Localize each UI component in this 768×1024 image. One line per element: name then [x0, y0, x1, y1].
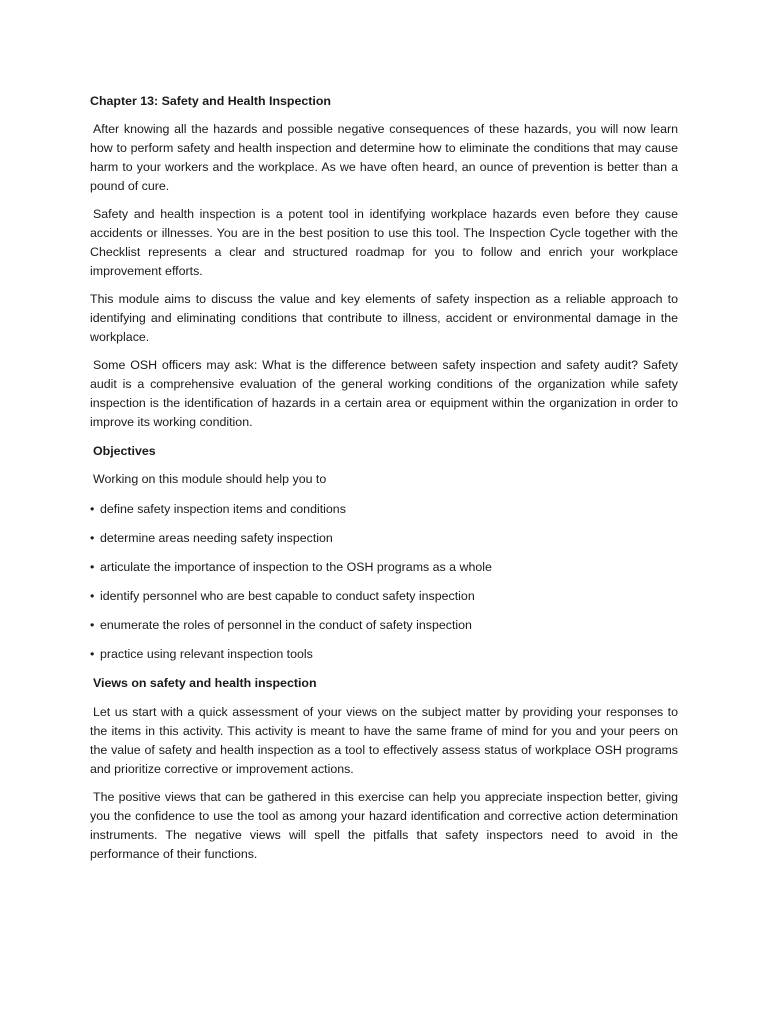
bullet-glyph: •: [90, 588, 95, 603]
bullet-glyph: •: [90, 559, 95, 574]
views-paragraph-1: Let us start with a quick assessment of your views on the subject matter by providing your responses to the items in this activity. This activity is meant to have the same frame of mind for you and your peers on the value of safety and health inspection as a tool to effectively assess status of workplace OSH programs and prioritize corrective or improvement actions.: [90, 704, 678, 776]
views-paragraph-2: The positive views that can be gathered in this exercise can help you appreciate inspection better, giving you the confidence to use the tool as among your hazard identification and corrective action determination instruments. The negative views will spell the pitfalls that safety inspectors need to avoid in the performance of their functions.: [90, 790, 678, 861]
list-item: [90, 587, 678, 606]
intro-paragraph-3: This module aims to discuss the value and key elements of safety inspection as a reliable approach to identifying and eliminating conditions that contribute to illness, accident or environmental damage in the workplace.: [90, 292, 678, 344]
list-item: [90, 645, 678, 664]
views-heading: Views on safety and health inspection: [93, 676, 317, 691]
bullet-glyph: •: [90, 501, 95, 516]
objective-text: define safety inspection items and conditions: [100, 501, 346, 516]
bullet-glyph: •: [90, 530, 95, 545]
list-item: [90, 529, 678, 548]
list-item: [90, 616, 678, 635]
intro-paragraph-1: After knowing all the hazards and possible negative consequences of these hazards, you will now learn how to perform safety and health inspection and determine how to eliminate the conditions that may cause harm to your workers and the workplace. As we have often heard, an ounce of prevention is better than a pound of cure.: [90, 121, 678, 193]
list-item: [90, 500, 678, 519]
objective-text: determine areas needing safety inspection: [100, 530, 333, 545]
chapter-title: Chapter 13: Safety and Health Inspection: [90, 94, 331, 108]
bullet-glyph: •: [90, 617, 95, 632]
objective-text: identify personnel who are best capable to conduct safety inspection: [100, 588, 475, 603]
list-item: [90, 558, 678, 577]
objectives-heading: Objectives: [93, 443, 156, 458]
document-page: [90, 92, 678, 873]
intro-paragraph-4: Some OSH officers may ask: What is the difference between safety inspection and safety audit? Safety audit is a comprehensive evaluation of the general working conditions of the organization while safety inspection is the identification of hazards in a certain area or equipment within the organization in order to improve its working condition.: [90, 358, 678, 430]
objective-text: practice using relevant inspection tools: [100, 646, 313, 661]
bullet-glyph: •: [90, 646, 95, 661]
intro-paragraph-2: Safety and health inspection is a potent tool in identifying workplace hazards even before they cause accidents or illnesses. You are in the best position to use this tool. The Inspection Cycle together with the Checklist represents a clear and structured roadmap for you to follow and enrich your workplace improvement efforts.: [90, 207, 678, 278]
objectives-list: [90, 500, 678, 664]
objective-text: articulate the importance of inspection to the OSH programs as a whole: [100, 559, 492, 574]
objectives-lead-in: Working on this module should help you to: [93, 472, 327, 487]
objective-text: enumerate the roles of personnel in the conduct of safety inspection: [100, 617, 472, 632]
